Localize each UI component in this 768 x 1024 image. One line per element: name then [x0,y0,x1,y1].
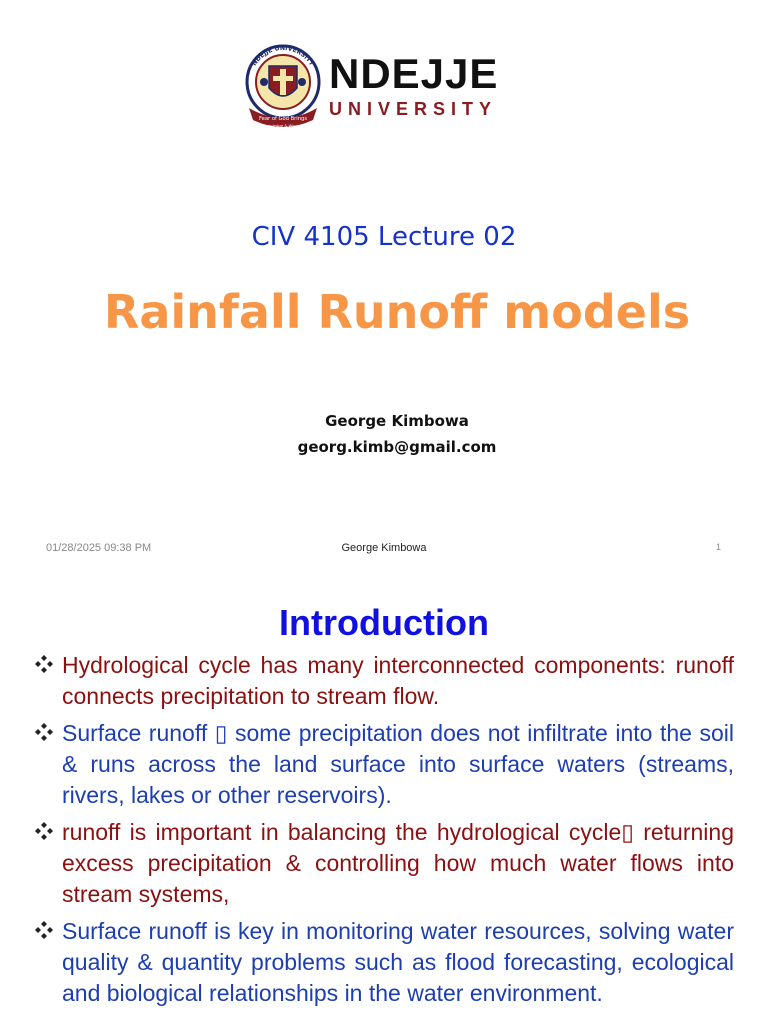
author-email: georg.kimb@gmail.com [297,438,497,456]
svg-text:Knowledge & Wisdom: Knowledge & Wisdom [262,123,304,128]
author-name: George Kimbowa [325,412,469,430]
bullet-text: Hydrological cycle has many interconnected components: runoff connects precipitation to stream flow. [62,652,734,709]
page-number: 1 [716,542,722,552]
logo-wordmark [329,52,498,120]
footer-author: George Kimbowa [341,542,427,554]
diamond-bullet-icon [34,654,54,674]
list-item [34,650,734,712]
bullet-list [34,650,734,1015]
course-code: CIV 4105 Lecture 02 [251,222,517,252]
slide-title: Rainfall Runoff models [103,285,691,339]
list-item [34,817,734,910]
bullet-text: Surface runoff ▯ some precipitation does not infiltrate into the soil & runs across the land surface into surface waters (streams, rivers, lakes or other reservoirs). [62,720,734,808]
svg-text:NDEJJE UNIVERSITY: NDEJJE UNIVERSITY [250,44,316,68]
logo-name: NDEJJE [329,50,499,97]
author-block [0,408,768,460]
footer-date: 01/28/2025 09:38 PM [46,542,152,554]
bullet-text: Surface runoff is key in monitoring water resources, solving water quality & quantity problems such as flood forecasting, ecological and biological relationships in the water environment. [62,918,734,1006]
list-item [34,916,734,1009]
logo-subname: UNIVERSITY [329,99,498,119]
diamond-bullet-icon [34,821,54,841]
list-item [34,718,734,811]
diamond-bullet-icon [34,722,54,742]
introduction-slide [0,580,768,1024]
svg-text:Fear of God Brings: Fear of God Brings [258,116,308,122]
university-logo [243,38,513,132]
university-seal-icon [243,38,323,132]
bullet-text: runoff is important in balancing the hydrological cycle▯ returning excess precipitation & controlling how much water flows into stream systems, [62,819,734,907]
diamond-bullet-icon [34,920,54,940]
slide-heading: Introduction [279,602,489,643]
